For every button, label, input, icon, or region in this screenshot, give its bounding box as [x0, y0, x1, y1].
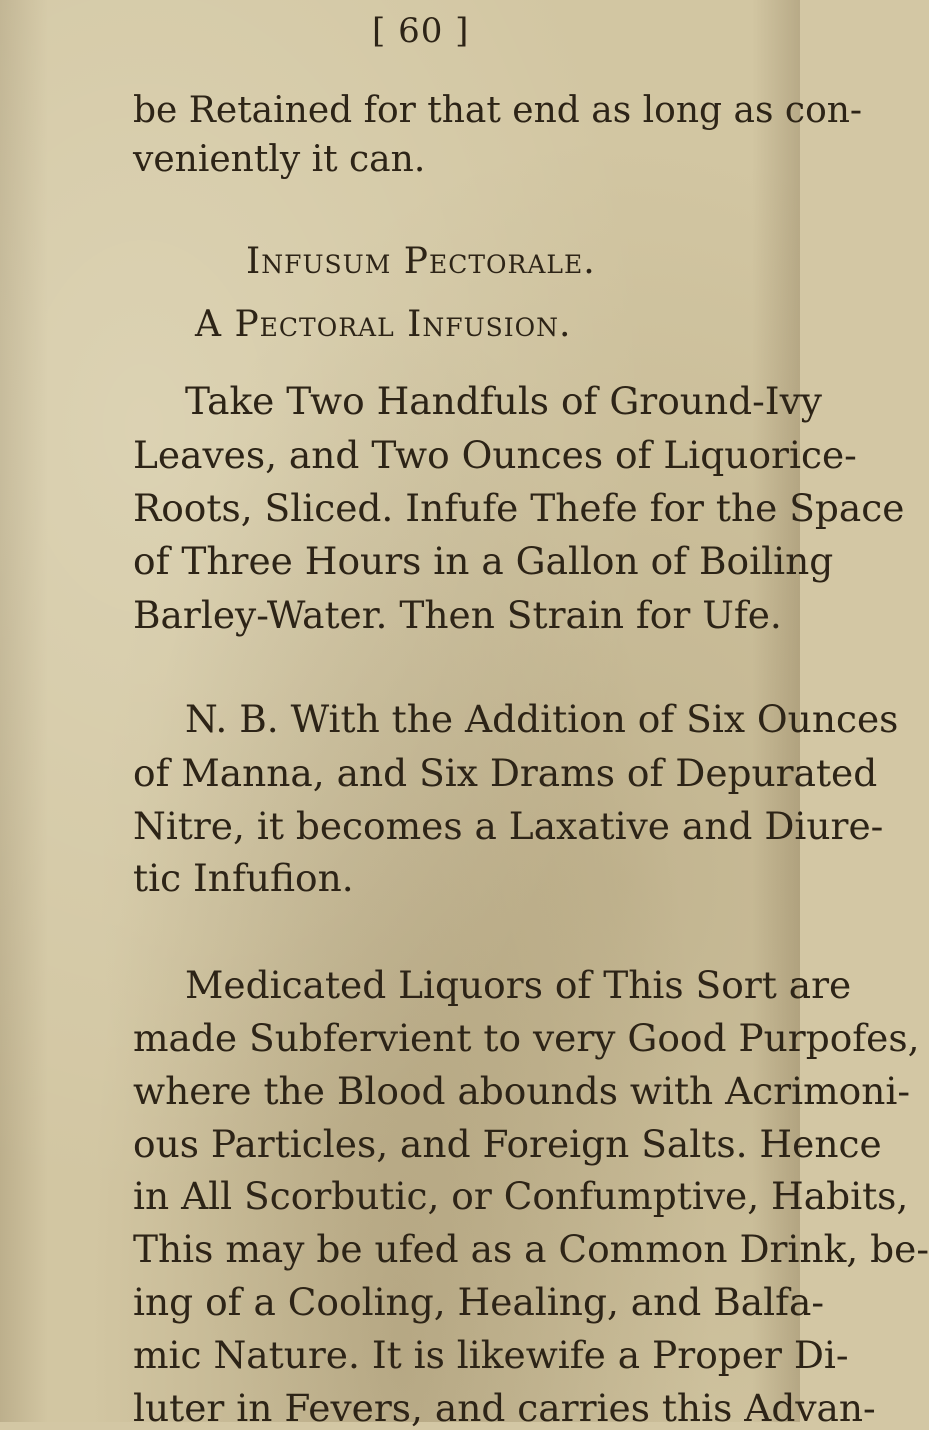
note-line-1: N. B. With the Addition of Six Ounces [185, 697, 899, 741]
paragraph-line-1: Medicated Liquors of This Sort are [185, 963, 852, 1007]
recipe-title-english: A Pectoral Infusion. [195, 304, 572, 345]
paragraph-line-4: ous Particles, and Foreign Salts. Hence [133, 1122, 882, 1166]
paragraph-line-5: in All Scorbutic, or Confumptive, Habits, [133, 1174, 909, 1218]
recipe-title-latin: Infusum Pectorale. [246, 241, 596, 282]
page-number-header: [ 60 ] [372, 11, 470, 51]
recipe-line-4: of Three Hours in a Gallon of Boiling [133, 539, 834, 583]
note-line-4: tic Infufion. [133, 856, 354, 900]
paragraph-line-7: ing of a Cooling, Healing, and Balfa- [133, 1280, 825, 1324]
paragraph-line-9: luter in Fevers, and carries this Advan- [133, 1386, 876, 1430]
paragraph-line-6: This may be ufed as a Common Drink, be- [133, 1227, 929, 1271]
paragraph-line-8: mic Nature. It is likewife a Proper Di- [133, 1333, 849, 1377]
recipe-line-3: Roots, Sliced. Infufe Thefe for the Space [133, 486, 905, 530]
recipe-line-2: Leaves, and Two Ounces of Liquorice- [133, 433, 857, 477]
continuation-line-1: be Retained for that end as long as con- [133, 90, 863, 131]
note-line-3: Nitre, it becomes a Laxative and Diure- [133, 804, 884, 848]
paragraph-line-3: where the Blood abounds with Acrimoni- [133, 1069, 911, 1113]
note-line-2: of Manna, and Six Drams of Depurated [133, 751, 878, 795]
paragraph-line-2: made Subfervient to very Good Purpofes, [133, 1016, 920, 1060]
recipe-line-5: Barley-Water. Then Strain for Ufe. [133, 593, 782, 637]
recipe-line-1: Take Two Handfuls of Ground-Ivy [185, 379, 822, 423]
continuation-line-2: veniently it can. [133, 139, 426, 180]
